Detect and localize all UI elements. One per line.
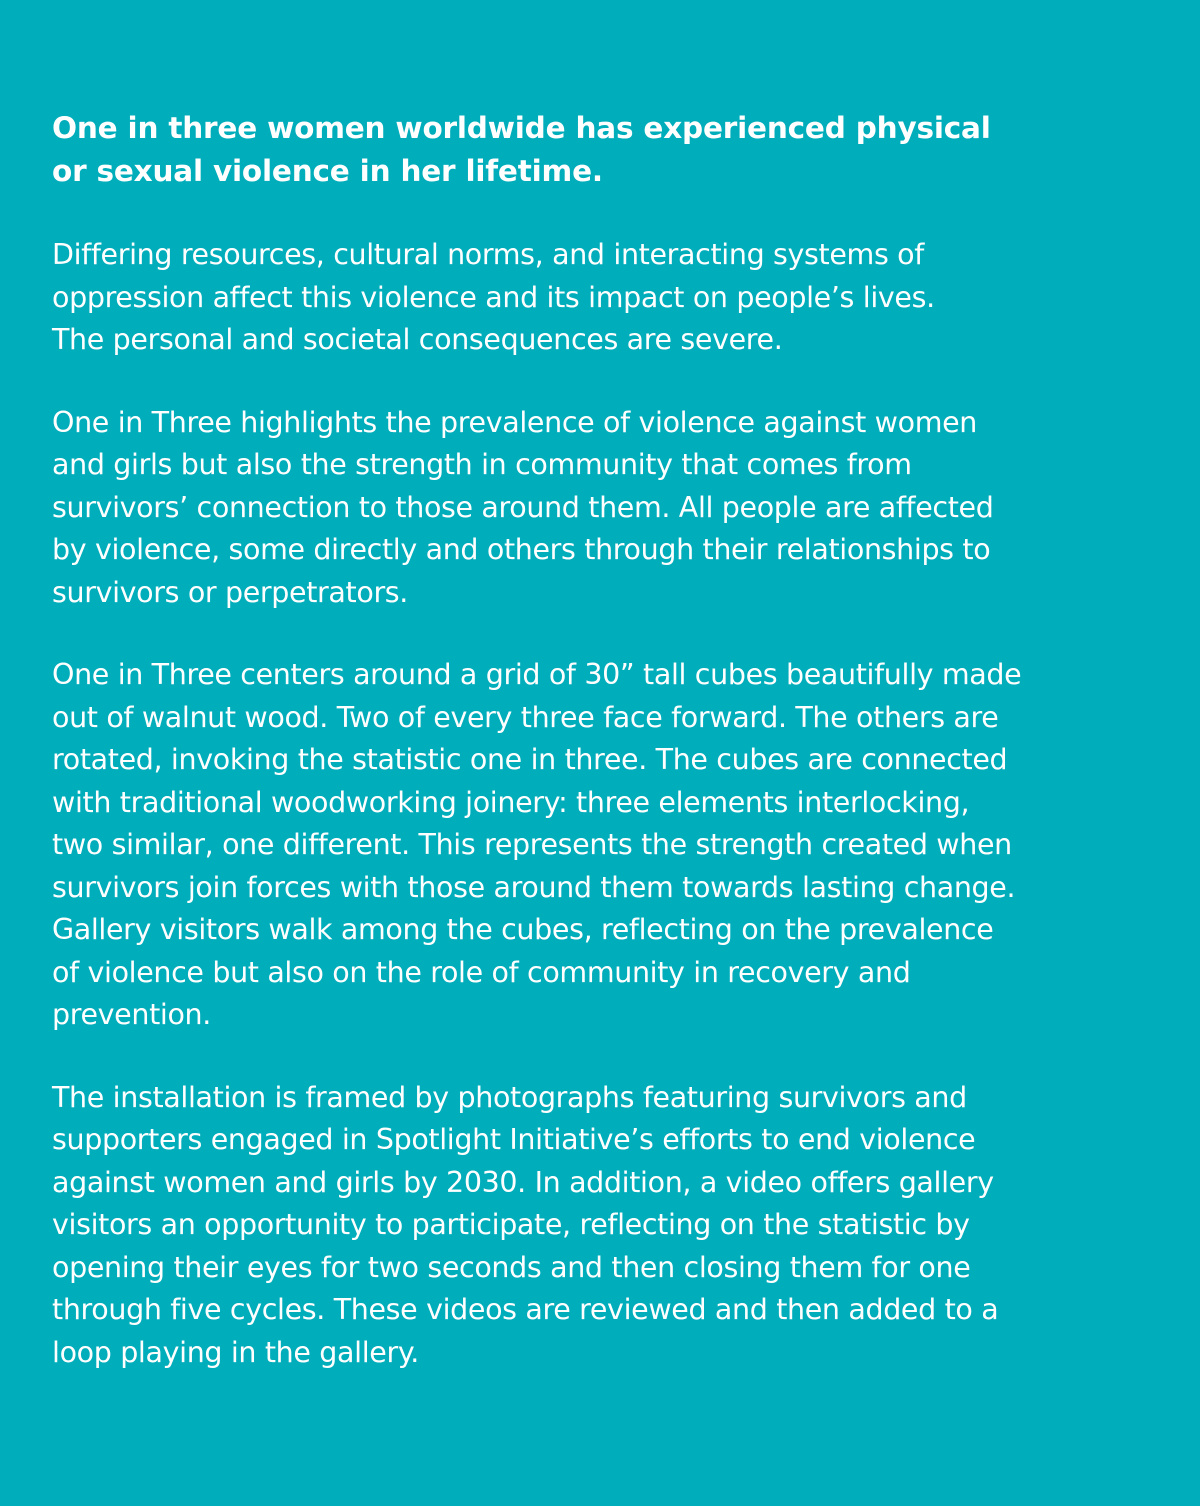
paragraph-line: visitors an opportunity to participate, reflecting on the statistic by xyxy=(52,1208,970,1241)
paragraph-line: and girls but also the strength in community that comes from xyxy=(52,448,912,481)
paragraph-line: loop playing in the gallery. xyxy=(52,1335,419,1369)
headline xyxy=(52,107,1172,193)
paragraph-line: survivors or perpetrators. xyxy=(52,575,409,609)
paragraph-line: The installation is framed by photographs featuring survivors and xyxy=(52,1080,967,1114)
paragraph-line: Differing resources, cultural norms, and interacting systems of xyxy=(52,238,924,271)
paragraph-line: of violence but also on the role of community in recovery and xyxy=(52,955,911,989)
paragraph-line: opening their eyes for two seconds and then closing them for one xyxy=(52,1250,971,1284)
paragraph-line: One in Three centers around a grid of 30” tall cubes beautifully made xyxy=(52,658,1022,691)
paragraph-line: Gallery visitors walk among the cubes, reflecting on the prevalence xyxy=(52,913,994,946)
paragraph-line: supporters engaged in Spotlight Initiative’s efforts to end violence xyxy=(52,1123,976,1156)
paragraph-installation xyxy=(52,1077,1172,1375)
text-panel xyxy=(52,107,1172,1374)
paragraph-line: One in Three highlights the prevalence of violence against women xyxy=(52,405,978,439)
paragraph-line: survivors join forces with those around them towards lasting change. xyxy=(52,870,1016,904)
paragraph-cubes xyxy=(52,654,1172,1037)
paragraph-line: with traditional woodworking joinery: three elements interlocking, xyxy=(52,785,970,819)
paragraph-line: two similar, one different. This represents the strength created when xyxy=(52,828,1012,861)
paragraph-line: prevention. xyxy=(52,998,211,1031)
paragraph-line: out of walnut wood. Two of every three face forward. The others are xyxy=(52,700,999,734)
paragraph-line: through five cycles. These videos are reviewed and then added to a xyxy=(52,1293,999,1326)
paragraph-context xyxy=(52,234,1172,362)
paragraph-line: survivors’ connection to those around them. All people are affected xyxy=(52,490,994,524)
paragraph-line: against women and girls by 2030. In addition, a video offers gallery xyxy=(52,1165,994,1199)
headline-line: or sexual violence in her lifetime. xyxy=(52,154,603,188)
paragraph-line: The personal and societal consequences are severe. xyxy=(52,323,783,356)
paragraph-highlights xyxy=(52,402,1172,615)
paragraph-line: by violence, some directly and others through their relationships to xyxy=(52,533,991,566)
paragraph-line: oppression affect this violence and its impact on people’s lives. xyxy=(52,280,935,314)
headline-line: One in three women worldwide has experienced physical xyxy=(52,111,991,145)
paragraph-line: rotated, invoking the statistic one in three. The cubes are connected xyxy=(52,743,1008,776)
